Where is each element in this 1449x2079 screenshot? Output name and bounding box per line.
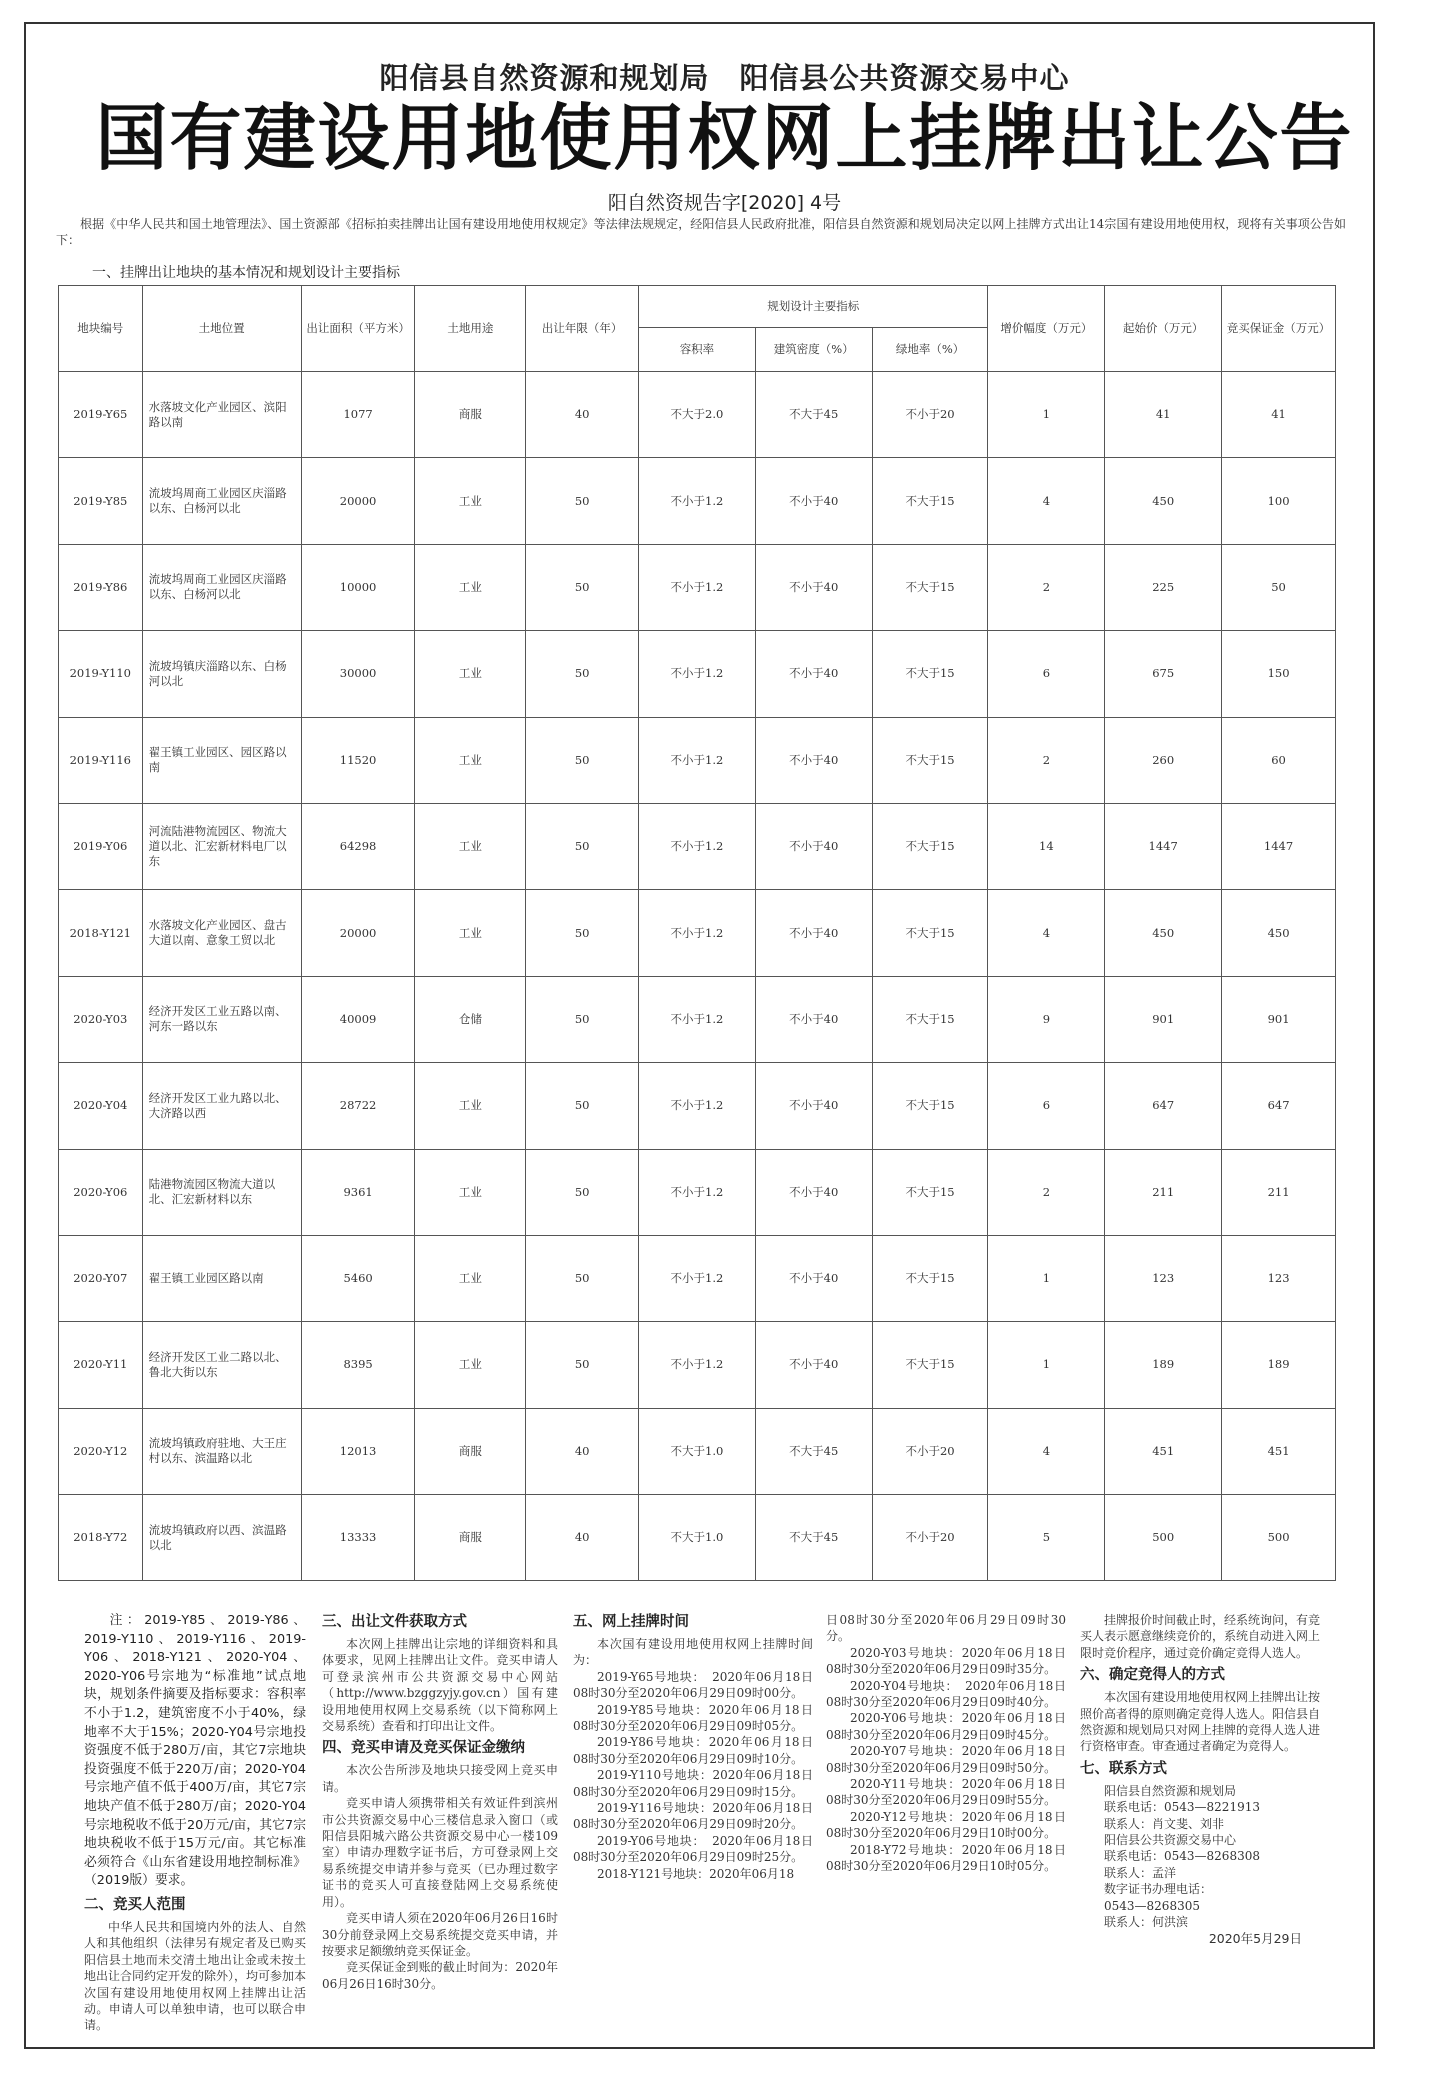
header-location: 土地位置 bbox=[142, 286, 301, 372]
section-4-para-3: 竞买申请人须在2020年06月26日16时30分前登录网上交易系统提交竞买申请，并按要求足额缴纳竞买保证金。 bbox=[322, 1911, 558, 1958]
parcel-green: 不大于15 bbox=[872, 631, 988, 717]
listing-time-item: 2020-Y04号地块： 2020年06月18日08时30分至2020年06月29日09时40分。 bbox=[826, 1678, 1066, 1710]
parcel-term: 40 bbox=[526, 1408, 639, 1494]
parcel-location: 流坡坞镇庆淄路以东、白杨河以北 bbox=[142, 631, 301, 717]
table-row bbox=[59, 544, 1336, 630]
parcel-use: 工业 bbox=[415, 1322, 526, 1408]
section-3-title: 三、出让文件获取方式 bbox=[322, 1614, 467, 1630]
parcel-increment: 6 bbox=[988, 1063, 1105, 1149]
header-increment: 增价幅度（万元） bbox=[988, 286, 1105, 372]
parcel-area: 40009 bbox=[301, 976, 415, 1062]
listing-time-item: 日08时30分至2020年06月29日09时30分。 bbox=[826, 1613, 1066, 1644]
parcel-id: 2019-Y110 bbox=[59, 631, 143, 717]
parcel-increment: 2 bbox=[988, 1149, 1105, 1235]
parcel-green: 不大于15 bbox=[872, 1322, 988, 1408]
section-6-title: 六、确定竞得人的方式 bbox=[1080, 1667, 1225, 1684]
parcel-location: 经济开发区工业二路以北、鲁北大街以东 bbox=[142, 1322, 301, 1408]
section-4-para-2: 竞买申请人须携带相关有效证件到滨州市公共资源交易中心三楼信息录入窗口（或阳信县阳城六路公共资源交易中心一楼109室）申请办理数字证书后，方可登录网上交易系统提交申请并参与竞买（已办理过数字证书的竞买人可直接登陆网上交易系统使用）。 bbox=[322, 1796, 558, 1909]
parcel-start-price: 260 bbox=[1105, 717, 1222, 803]
parcel-increment: 1 bbox=[988, 372, 1105, 458]
parcel-location: 陆港物流园区物流大道以北、汇宏新材料以东 bbox=[142, 1149, 301, 1235]
listing-time-item: 2019-Y116号地块：2020年06月18日08时30分至2020年06月29日09时20分。 bbox=[573, 1801, 813, 1832]
parcel-green: 不大于15 bbox=[872, 1235, 988, 1321]
parcel-term: 50 bbox=[526, 976, 639, 1062]
parcel-area: 11520 bbox=[301, 717, 415, 803]
page-title: 国有建设用地使用权网上挂牌出让公告 bbox=[95, 96, 1354, 180]
parcel-use: 工业 bbox=[415, 458, 526, 544]
parcel-location: 流坡坞镇政府以西、滨温路以北 bbox=[142, 1495, 301, 1581]
parcel-start-price: 500 bbox=[1105, 1495, 1222, 1581]
announcement-date: 2020年5月29日 bbox=[1208, 1930, 1302, 1946]
parcel-area: 5460 bbox=[301, 1235, 415, 1321]
parcel-id: 2019-Y116 bbox=[59, 717, 143, 803]
contact-line: 数字证书办理电话： bbox=[1104, 1882, 1213, 1897]
parcel-location: 经济开发区工业五路以南、河东一路以东 bbox=[142, 976, 301, 1062]
parcel-use: 工业 bbox=[415, 631, 526, 717]
parcel-far: 不小于1.2 bbox=[639, 1063, 756, 1149]
parcel-far: 不大于1.0 bbox=[639, 1495, 756, 1581]
parcel-use: 仓储 bbox=[415, 976, 526, 1062]
parcel-green: 不小于20 bbox=[872, 1495, 988, 1581]
parcel-id: 2019-Y86 bbox=[59, 544, 143, 630]
parcel-use: 工业 bbox=[415, 1149, 526, 1235]
parcel-term: 50 bbox=[526, 1063, 639, 1149]
parcel-term: 50 bbox=[526, 890, 639, 976]
contact-line: 阳信县公共资源交易中心 bbox=[1104, 1833, 1237, 1848]
listing-time-column-continued bbox=[826, 1612, 1066, 1875]
parcel-far: 不小于1.2 bbox=[639, 458, 756, 544]
parcel-green: 不大于15 bbox=[872, 1063, 988, 1149]
listing-time-item: 2020-Y12号地块：2020年06月18日08时30分至2020年06月29日10时00分。 bbox=[826, 1809, 1066, 1841]
parcel-increment: 6 bbox=[988, 631, 1105, 717]
contact-line: 联系人：何洪滨 bbox=[1104, 1915, 1189, 1930]
table-row bbox=[59, 1322, 1336, 1408]
listing-time-item: 2019-Y65号地块： 2020年06月18日08时30分至2020年06月29日09时00分。 bbox=[573, 1669, 813, 1701]
bidding-close-paragraph: 挂牌报价时间截止时，经系统询问，有竞买人表示愿意继续竞价的，系统自动进入网上限时竞价程序，通过竞价确定竞得人选人。 bbox=[1080, 1613, 1321, 1660]
parcel-term: 50 bbox=[526, 717, 639, 803]
parcel-density: 不小于40 bbox=[755, 717, 872, 803]
parcel-id: 2019-Y65 bbox=[59, 372, 143, 458]
section-4-para-1: 本次公告所涉及地块只接受网上竞买申请。 bbox=[322, 1763, 558, 1794]
parcel-use: 工业 bbox=[415, 1063, 526, 1149]
parcel-deposit: 41 bbox=[1222, 372, 1336, 458]
parcel-area: 9361 bbox=[301, 1149, 415, 1235]
parcel-deposit: 50 bbox=[1222, 544, 1336, 630]
notes-column bbox=[84, 1612, 306, 2034]
listing-time-item: 2019-Y86号地块：2020年06月18日08时30分至2020年06月29日09时10分。 bbox=[573, 1735, 813, 1766]
section-2-body: 中华人民共和国境内外的法人、自然人和其他组织（法律另有规定者及已购买阳信县土地而未交清土地出让金或未按土地出让合同约定开发的除外），均可参加本次国有建设用地使用权网上挂牌出让活动。申请人可以单独申请，也可以联合申请。 bbox=[84, 1919, 307, 2033]
parcel-far: 不小于1.2 bbox=[639, 1149, 756, 1235]
parcel-far: 不小于1.2 bbox=[639, 1322, 756, 1408]
table-row bbox=[59, 372, 1336, 458]
table-row bbox=[59, 1235, 1336, 1321]
parcel-density: 不小于40 bbox=[755, 1149, 872, 1235]
listing-time-item: 2019-Y06号地块： 2020年06月18日08时30分至2020年06月29日09时25分。 bbox=[573, 1833, 813, 1865]
parcel-start-price: 901 bbox=[1105, 976, 1222, 1062]
header-use: 土地用途 bbox=[415, 286, 526, 372]
parcel-increment: 2 bbox=[988, 544, 1105, 630]
parcel-id: 2020-Y06 bbox=[59, 1149, 143, 1235]
listing-time-column bbox=[573, 1612, 813, 1882]
contact-line: 0543—8268305 bbox=[1104, 1898, 1200, 1913]
parcel-start-price: 1447 bbox=[1105, 803, 1222, 889]
section-4-title: 四、竞买申请及竞买保证金缴纳 bbox=[322, 1740, 525, 1757]
parcel-increment: 4 bbox=[988, 890, 1105, 976]
table-row bbox=[59, 1063, 1336, 1149]
table-row bbox=[59, 717, 1336, 803]
parcel-deposit: 647 bbox=[1222, 1063, 1336, 1149]
listing-time-item: 2018-Y121号地块：2020年06月18 bbox=[597, 1866, 795, 1881]
parcel-term: 50 bbox=[526, 1235, 639, 1321]
parcel-area: 1077 bbox=[301, 372, 415, 458]
parcel-start-price: 675 bbox=[1105, 631, 1222, 717]
parcel-use: 工业 bbox=[415, 803, 526, 889]
listing-time-item: 2020-Y11号地块：2020年06月18日08时30分至2020年06月29日09时55分。 bbox=[826, 1777, 1066, 1808]
parcel-location: 流坡坞周商工业园区庆淄路以东、白杨河以北 bbox=[142, 458, 301, 544]
table-row bbox=[59, 631, 1336, 717]
parcel-deposit: 123 bbox=[1222, 1235, 1336, 1321]
parcel-far: 不大于1.0 bbox=[639, 1408, 756, 1494]
parcel-increment: 4 bbox=[988, 458, 1105, 544]
parcel-start-price: 450 bbox=[1105, 458, 1222, 544]
parcel-id: 2020-Y04 bbox=[59, 1063, 143, 1149]
contact-line: 联系人：孟洋 bbox=[1104, 1865, 1177, 1880]
parcel-area: 30000 bbox=[301, 631, 415, 717]
parcel-green: 不大于15 bbox=[872, 803, 988, 889]
parcel-id: 2019-Y85 bbox=[59, 458, 143, 544]
parcel-green: 不大于15 bbox=[872, 976, 988, 1062]
table-row bbox=[59, 890, 1336, 976]
parcel-term: 50 bbox=[526, 1149, 639, 1235]
parcel-use: 工业 bbox=[415, 544, 526, 630]
header-id: 地块编号 bbox=[59, 286, 143, 372]
parcel-density: 不小于40 bbox=[755, 631, 872, 717]
parcel-use: 工业 bbox=[415, 1235, 526, 1321]
parcel-increment: 9 bbox=[988, 976, 1105, 1062]
header-deposit: 竞买保证金（万元） bbox=[1222, 286, 1336, 372]
parcel-green: 不大于15 bbox=[872, 890, 988, 976]
parcel-deposit: 450 bbox=[1222, 890, 1336, 976]
parcel-deposit: 189 bbox=[1222, 1322, 1336, 1408]
table-row bbox=[59, 458, 1336, 544]
header-term: 出让年限（年） bbox=[526, 286, 639, 372]
section-4-para-4: 竞买保证金到账的截止时间为：2020年06月26日16时30分。 bbox=[322, 1960, 558, 1991]
parcel-density: 不小于40 bbox=[755, 1063, 872, 1149]
parcel-term: 50 bbox=[526, 631, 639, 717]
parcel-start-price: 123 bbox=[1105, 1235, 1222, 1321]
parcel-increment: 4 bbox=[988, 1408, 1105, 1494]
parcel-location: 水落坡文化产业园区、滨阳路以南 bbox=[142, 372, 301, 458]
section-5-intro: 本次国有建设用地使用权网上挂牌时间为： bbox=[573, 1637, 813, 1668]
parcel-density: 不小于40 bbox=[755, 1322, 872, 1408]
header-start-price: 起始价（万元） bbox=[1105, 286, 1222, 372]
parcel-far: 不小于1.2 bbox=[639, 890, 756, 976]
header-area: 出让面积（平方米） bbox=[301, 286, 415, 372]
parcel-deposit: 60 bbox=[1222, 717, 1336, 803]
section-3-body: 本次网上挂牌出让宗地的详细资料和具体要求，见网上挂牌出让文件。竞买申请人可登录滨州市公共资源交易中心网站（http://www.bzggzyjy.gov.cn）国有建设用地使用权网上交易系统（以下简称网上交易系统）查看和打印出让文件。 bbox=[322, 1637, 558, 1734]
section-6-body: 本次国有建设用地使用权网上挂牌出让按照价高者得的原则确定竞得人选人。阳信县自然资源和规划局只对网上挂牌的竞得人选人进行资格审查。审查通过者确定为竞得人。 bbox=[1080, 1690, 1321, 1754]
parcel-deposit: 150 bbox=[1222, 631, 1336, 717]
parcel-density: 不小于40 bbox=[755, 458, 872, 544]
parcel-area: 20000 bbox=[301, 458, 415, 544]
parcel-green: 不大于15 bbox=[872, 458, 988, 544]
parcel-term: 40 bbox=[526, 372, 639, 458]
table-row bbox=[59, 1495, 1336, 1581]
parcel-location: 经济开发区工业九路以北、大济路以西 bbox=[142, 1063, 301, 1149]
parcel-area: 8395 bbox=[301, 1322, 415, 1408]
parcel-id: 2020-Y11 bbox=[59, 1322, 143, 1408]
parcel-green: 不小于20 bbox=[872, 372, 988, 458]
parcel-far: 不大于2.0 bbox=[639, 372, 756, 458]
publishers: 阳信县自然资源和规划局 阳信县公共资源交易中心 bbox=[379, 61, 1070, 95]
parcel-start-price: 225 bbox=[1105, 544, 1222, 630]
parcel-start-price: 451 bbox=[1105, 1408, 1222, 1494]
parcel-id: 2020-Y03 bbox=[59, 976, 143, 1062]
parcel-deposit: 1447 bbox=[1222, 803, 1336, 889]
parcel-id: 2020-Y12 bbox=[59, 1408, 143, 1494]
listing-time-item: 2018-Y72号地块：2020年06月18日08时30分至2020年06月29日10时05分。 bbox=[826, 1842, 1066, 1874]
parcel-location: 流坡坞周商工业园区庆淄路以东、白杨河以北 bbox=[142, 544, 301, 630]
contact-line: 联系人：肖文斐、刘非 bbox=[1104, 1816, 1225, 1831]
parcel-increment: 2 bbox=[988, 717, 1105, 803]
parcel-density: 不小于40 bbox=[755, 890, 872, 976]
parcel-increment: 5 bbox=[988, 1495, 1105, 1581]
document-and-application-column bbox=[322, 1612, 558, 1992]
table-row bbox=[59, 1408, 1336, 1494]
parcel-term: 40 bbox=[526, 1495, 639, 1581]
parcel-start-price: 211 bbox=[1105, 1149, 1222, 1235]
parcel-area: 13333 bbox=[301, 1495, 415, 1581]
parcel-use: 商服 bbox=[415, 1495, 526, 1581]
parcel-green: 不小于20 bbox=[872, 1408, 988, 1494]
parcel-location: 河流陆港物流园区、物流大道以北、汇宏新材料电厂以东 bbox=[142, 803, 301, 889]
parcel-id: 2019-Y06 bbox=[59, 803, 143, 889]
contact-line: 联系电话：0543—8268308 bbox=[1104, 1849, 1260, 1864]
section-5-title: 五、网上挂牌时间 bbox=[573, 1614, 689, 1630]
parcel-density: 不小于40 bbox=[755, 1235, 872, 1321]
parcel-use: 工业 bbox=[415, 717, 526, 803]
parcel-location: 翟王镇工业园区、园区路以南 bbox=[142, 717, 301, 803]
parcel-location: 流坡坞镇政府驻地、大王庄村以东、滨温路以北 bbox=[142, 1408, 301, 1494]
parcel-start-price: 647 bbox=[1105, 1063, 1222, 1149]
parcel-density: 不大于45 bbox=[755, 1408, 872, 1494]
parcel-increment: 1 bbox=[988, 1322, 1105, 1408]
listing-time-item: 2019-Y110号地块：2020年06月18日08时30分至2020年06月29日09时15分。 bbox=[573, 1768, 813, 1799]
parcel-far: 不小于1.2 bbox=[639, 544, 756, 630]
parcel-area: 12013 bbox=[301, 1408, 415, 1494]
header-green: 绿地率（%） bbox=[872, 328, 988, 372]
header-density: 建筑密度（%） bbox=[755, 328, 872, 372]
section-2-title: 二、竞买人范围 bbox=[84, 1896, 186, 1913]
listing-time-item: 2020-Y06号地块：2020年06月18日08时30分至2020年06月29日09时45分。 bbox=[826, 1711, 1066, 1742]
parcel-use: 商服 bbox=[415, 1408, 526, 1494]
parcel-term: 50 bbox=[526, 544, 639, 630]
parcel-deposit: 451 bbox=[1222, 1408, 1336, 1494]
listing-time-item: 2020-Y07号地块：2020年06月18日08时30分至2020年06月29日09时50分。 bbox=[826, 1744, 1066, 1775]
parcel-term: 50 bbox=[526, 458, 639, 544]
parcel-location: 水落坡文化产业园区、盘古大道以南、意象工贸以北 bbox=[142, 890, 301, 976]
parcel-area: 20000 bbox=[301, 890, 415, 976]
parcel-area: 64298 bbox=[301, 803, 415, 889]
parcel-density: 不小于40 bbox=[755, 544, 872, 630]
parcel-start-price: 41 bbox=[1105, 372, 1222, 458]
parcel-deposit: 901 bbox=[1222, 976, 1336, 1062]
table-row bbox=[59, 803, 1336, 889]
parcel-far: 不小于1.2 bbox=[639, 803, 756, 889]
contact-line: 联系电话：0543—8221913 bbox=[1104, 1800, 1260, 1815]
parcel-deposit: 100 bbox=[1222, 458, 1336, 544]
winner-and-contact-column bbox=[1080, 1612, 1320, 1947]
section-7-title: 七、联系方式 bbox=[1080, 1760, 1167, 1777]
parcel-increment: 14 bbox=[988, 803, 1105, 889]
table-row bbox=[59, 976, 1336, 1062]
parcel-use: 商服 bbox=[415, 372, 526, 458]
section-1-title: 一、挂牌出让地块的基本情况和规划设计主要指标 bbox=[92, 265, 400, 281]
parcel-density: 不大于45 bbox=[755, 372, 872, 458]
parcel-green: 不大于15 bbox=[872, 544, 988, 630]
parcel-deposit: 211 bbox=[1222, 1149, 1336, 1235]
parcel-term: 50 bbox=[526, 1322, 639, 1408]
parcel-deposit: 500 bbox=[1222, 1495, 1336, 1581]
parcel-green: 不大于15 bbox=[872, 1149, 988, 1235]
header-far: 容积率 bbox=[639, 328, 756, 372]
parcel-id: 2018-Y72 bbox=[59, 1495, 143, 1581]
parcel-far: 不小于1.2 bbox=[639, 976, 756, 1062]
parcel-use: 工业 bbox=[415, 890, 526, 976]
parcel-id: 2020-Y07 bbox=[59, 1235, 143, 1321]
intro-paragraph: 根据《中华人民共和国土地管理法》、国土资源部《招标拍卖挂牌出让国有建设用地使用权规定》等法律法规规定，经阳信县人民政府批准，阳信县自然资源和规划局决定以网上挂牌方式出让14宗国有建设用地使用权，现将有关事项公告如下： bbox=[56, 217, 1346, 247]
parcel-density: 不大于45 bbox=[755, 1495, 872, 1581]
parcel-location: 翟王镇工业园区路以南 bbox=[142, 1235, 301, 1321]
parcel-area: 10000 bbox=[301, 544, 415, 630]
parcel-far: 不小于1.2 bbox=[639, 631, 756, 717]
standard-land-note: 注：2019-Y85、2019-Y86、2019-Y110、2019-Y116、2019-Y06、2018-Y121、2020-Y04、2020-Y06号宗地为“标准地”试点地块，规划条件摘要及指标要求：容积率不小于1.2，建筑密度不小于40%，绿地率不大于15%；2020-Y04号宗地投资强度不低于280万/亩，其它7宗地块投资强度不低于220万/亩；2020-Y04号宗地产值不低于400万/亩，其它7宗地块产值不低于280万/亩；2020-Y04号宗地税收不低于20万元/亩，其它7宗地块税收不低于15万元/亩。其它标准必须符合《山东省建设用地控制标准》（2019版）要求。 bbox=[84, 1613, 306, 1889]
parcel-start-price: 189 bbox=[1105, 1322, 1222, 1408]
document-number: 阳自然资规告字[2020] 4号 bbox=[607, 192, 842, 214]
parcel-id: 2018-Y121 bbox=[59, 890, 143, 976]
parcel-far: 不小于1.2 bbox=[639, 717, 756, 803]
parcel-far: 不小于1.2 bbox=[639, 1235, 756, 1321]
table-row bbox=[59, 1149, 1336, 1235]
contact-line: 阳信县自然资源和规划局 bbox=[1104, 1783, 1237, 1798]
listing-time-item: 2019-Y85号地块：2020年06月18日08时30分至2020年06月29日09时05分。 bbox=[573, 1702, 813, 1734]
parcel-increment: 1 bbox=[988, 1235, 1105, 1321]
listing-time-item: 2020-Y03号地块：2020年06月18日08时30分至2020年06月29日09时35分。 bbox=[826, 1645, 1066, 1677]
parcel-start-price: 450 bbox=[1105, 890, 1222, 976]
parcel-density: 不小于40 bbox=[755, 976, 872, 1062]
land-parcel-table bbox=[58, 285, 1336, 1581]
parcel-density: 不小于40 bbox=[755, 803, 872, 889]
parcel-green: 不大于15 bbox=[872, 717, 988, 803]
parcel-area: 28722 bbox=[301, 1063, 415, 1149]
parcel-term: 50 bbox=[526, 803, 639, 889]
header-plan-group: 规划设计主要指标 bbox=[639, 286, 988, 328]
